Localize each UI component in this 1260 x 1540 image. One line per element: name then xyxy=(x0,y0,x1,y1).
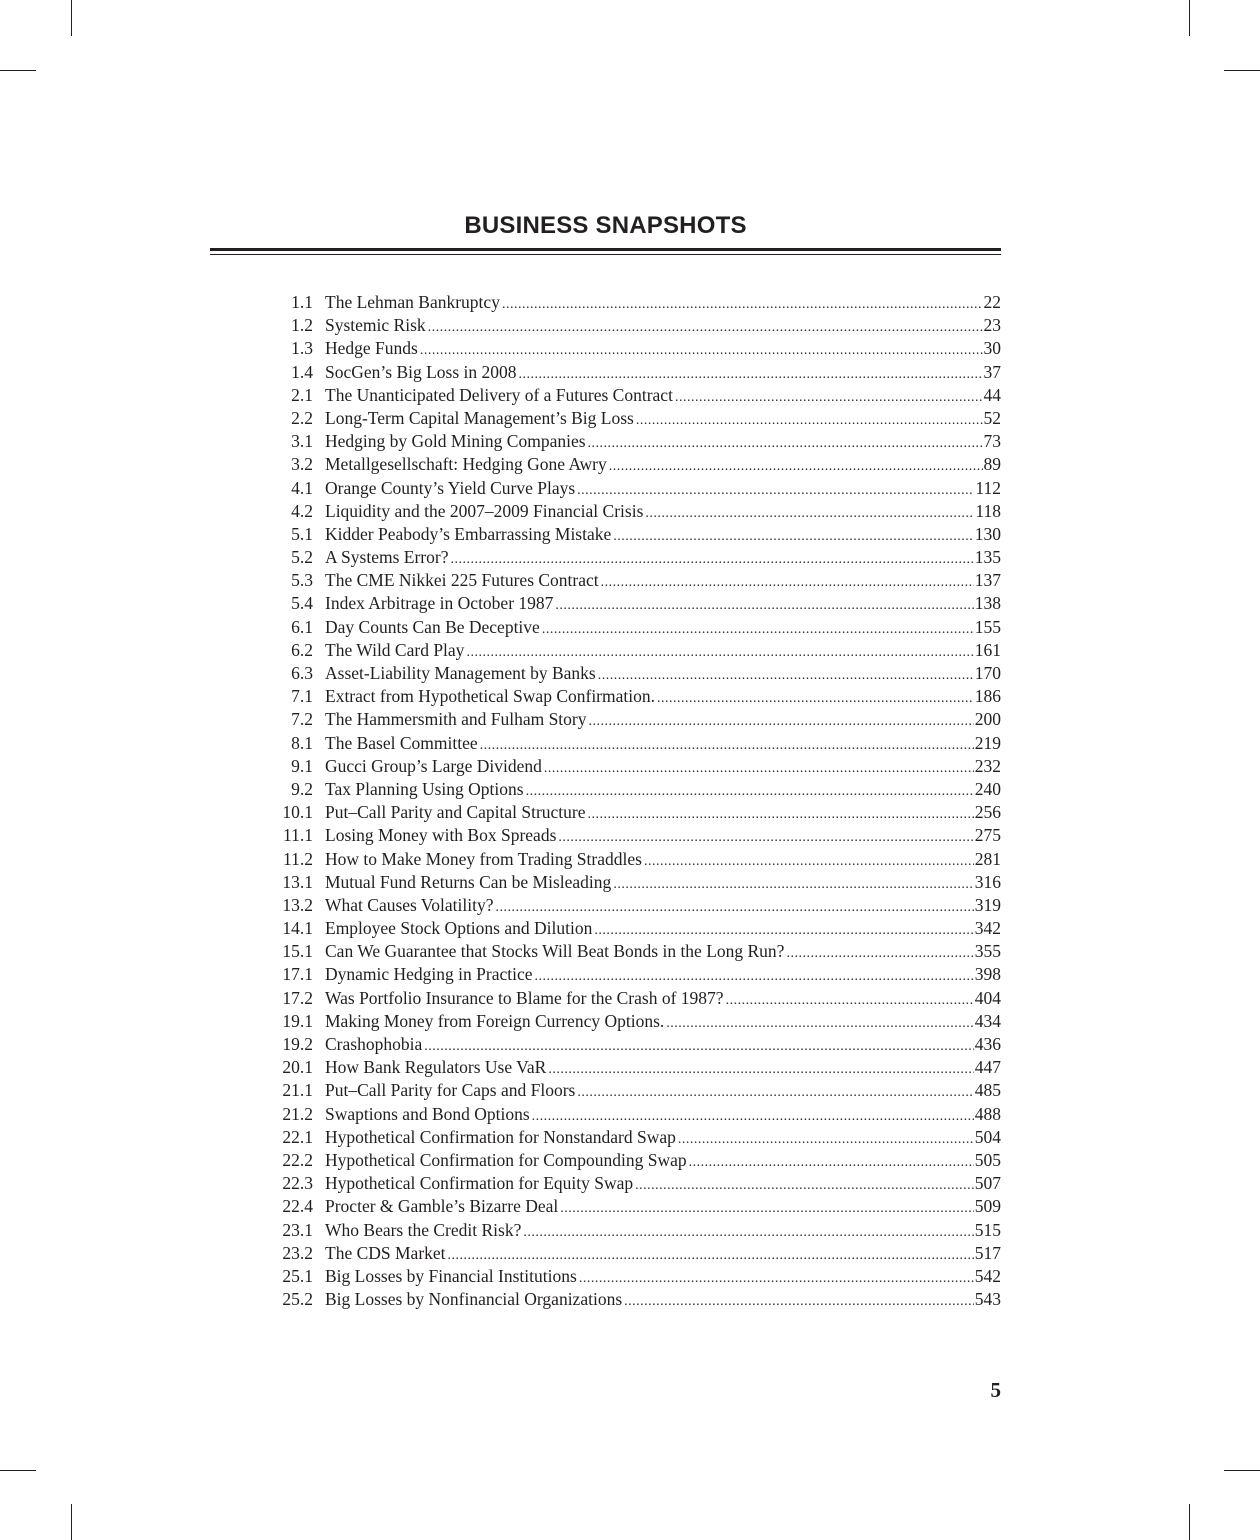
crop-mark xyxy=(71,1504,72,1540)
entry-page: 23 xyxy=(983,315,1001,336)
entry-number: 23.2 xyxy=(282,1242,313,1263)
entry-number: 2.2 xyxy=(291,407,313,428)
entry-page: 355 xyxy=(974,941,1001,962)
entry-title: Big Losses by Financial Institutions xyxy=(325,1265,577,1286)
dot-leader xyxy=(588,803,974,826)
entry-title: Who Bears the Credit Risk? xyxy=(325,1219,522,1240)
entry-title: Kidder Peabody’s Embarrassing Mistake xyxy=(325,523,612,544)
entry-number: 6.3 xyxy=(291,663,313,683)
entry-title: What Causes Volatility? xyxy=(325,894,494,915)
entry-page: 22 xyxy=(983,292,1001,312)
list-item xyxy=(270,477,1001,500)
entry-number: 1.2 xyxy=(291,315,313,336)
entry-title: Day Counts Can Be Deceptive xyxy=(325,616,540,637)
list-item xyxy=(270,732,1001,755)
entry-number: 20.1 xyxy=(282,1057,313,1078)
entry-page: 436 xyxy=(974,1034,1001,1054)
dot-leader xyxy=(577,479,974,502)
list-item xyxy=(270,1010,1001,1033)
entry-page: 232 xyxy=(974,755,1001,776)
entry-page: 240 xyxy=(974,778,1001,799)
dot-leader xyxy=(535,965,974,988)
entry-page: 170 xyxy=(974,663,1001,683)
list-item xyxy=(270,824,1001,847)
dot-leader xyxy=(496,896,974,919)
list-item xyxy=(270,778,1001,801)
entry-page: 509 xyxy=(974,1196,1001,1217)
list-item xyxy=(270,639,1001,662)
list-item xyxy=(270,291,1001,314)
entry-title: Put–Call Parity for Caps and Floors xyxy=(325,1080,576,1101)
entry-title: Dynamic Hedging in Practice xyxy=(325,964,533,985)
list-item xyxy=(270,1103,1001,1126)
snapshot-list xyxy=(270,291,1001,1311)
list-item xyxy=(270,708,1001,731)
entry-page: 155 xyxy=(974,616,1001,637)
entry-title: Index Arbitrage in October 1987 xyxy=(325,593,554,614)
crop-mark xyxy=(71,0,72,36)
entry-number: 11.1 xyxy=(283,825,313,846)
entry-number: 2.1 xyxy=(291,384,313,405)
entry-number: 5.2 xyxy=(291,547,313,568)
dot-leader xyxy=(555,594,973,617)
entry-page: 485 xyxy=(974,1080,1001,1101)
entry-page: 515 xyxy=(974,1219,1001,1240)
list-item xyxy=(270,755,1001,778)
dot-leader xyxy=(675,386,983,409)
entry-title: Tax Planning Using Options xyxy=(325,778,524,799)
list-item xyxy=(270,917,1001,940)
list-item xyxy=(270,453,1001,476)
title-rule-thick xyxy=(210,248,1001,251)
entry-number: 13.2 xyxy=(282,894,313,915)
entry-title: Big Losses by Nonfinancial Organizations xyxy=(325,1289,623,1310)
list-item xyxy=(270,894,1001,917)
entry-title: The CME Nikkei 225 Futures Contract xyxy=(325,570,599,591)
entry-number: 14.1 xyxy=(282,918,313,939)
list-item xyxy=(270,685,1001,708)
entry-page: 398 xyxy=(974,964,1001,985)
list-item xyxy=(270,384,1001,407)
entry-number: 8.1 xyxy=(291,732,313,753)
entry-title: Long-Term Capital Management’s Big Loss xyxy=(325,407,634,428)
list-item xyxy=(270,1056,1001,1079)
dot-leader xyxy=(601,571,974,594)
entry-title: The CDS Market xyxy=(325,1242,446,1263)
dot-leader xyxy=(598,664,974,687)
entry-page: 37 xyxy=(983,361,1001,382)
entry-title: SocGen’s Big Loss in 2008 xyxy=(325,361,517,382)
entry-number: 6.2 xyxy=(291,639,313,660)
entry-number: 9.1 xyxy=(291,755,313,776)
list-item xyxy=(270,940,1001,963)
entry-title: A Systems Error? xyxy=(325,547,449,568)
entry-page: 73 xyxy=(983,431,1001,452)
list-item xyxy=(270,1079,1001,1102)
dot-leader xyxy=(635,1174,974,1197)
entry-number: 4.2 xyxy=(291,500,313,521)
dot-leader xyxy=(448,1244,974,1267)
entry-number: 5.4 xyxy=(291,593,313,614)
dot-leader xyxy=(544,757,974,780)
list-item xyxy=(270,1126,1001,1149)
entry-title: Procter & Gamble’s Bizarre Deal xyxy=(325,1196,559,1217)
crop-mark xyxy=(1224,70,1260,71)
page-number: 5 xyxy=(990,1378,1001,1402)
entry-number: 19.1 xyxy=(282,1010,313,1031)
entry-title: Gucci Group’s Large Dividend xyxy=(325,755,542,776)
entry-number: 21.1 xyxy=(282,1080,313,1101)
entry-number: 7.1 xyxy=(291,686,313,707)
list-item xyxy=(270,871,1001,894)
list-item xyxy=(270,1149,1001,1172)
entry-number: 11.2 xyxy=(283,848,313,869)
entry-page: 447 xyxy=(974,1057,1001,1078)
entry-page: 507 xyxy=(974,1173,1001,1194)
entry-page: 543 xyxy=(974,1289,1001,1310)
entry-title: Systemic Risk xyxy=(325,315,426,336)
entry-page: 504 xyxy=(974,1126,1001,1147)
entry-number: 22.1 xyxy=(282,1126,313,1147)
entry-page: 219 xyxy=(974,732,1001,753)
dot-leader xyxy=(624,1290,974,1313)
dot-leader xyxy=(726,989,974,1012)
entry-page: 137 xyxy=(974,570,1001,591)
list-item xyxy=(270,1219,1001,1242)
entry-page: 275 xyxy=(974,825,1001,846)
dot-leader xyxy=(588,432,983,455)
list-item xyxy=(270,337,1001,360)
entry-number: 25.1 xyxy=(282,1265,313,1286)
title-rule-thin xyxy=(210,254,1001,255)
entry-title: Metallgesellschaft: Hedging Gone Awry xyxy=(325,454,607,475)
entry-page: 89 xyxy=(983,454,1001,475)
entry-number: 9.2 xyxy=(291,778,313,799)
entry-title: Crashophobia xyxy=(325,1034,423,1054)
entry-title: Swaptions and Bond Options xyxy=(325,1103,530,1124)
entry-number: 13.1 xyxy=(282,871,313,892)
entry-title: How to Make Money from Trading Straddles xyxy=(325,848,642,869)
dot-leader xyxy=(519,363,983,386)
entry-page: 434 xyxy=(974,1010,1001,1031)
entry-title: The Lehman Bankruptcy xyxy=(325,292,500,312)
entry-number: 22.4 xyxy=(282,1196,313,1217)
entry-number: 1.3 xyxy=(291,338,313,359)
entry-page: 542 xyxy=(974,1265,1001,1286)
entry-title: Hedge Funds xyxy=(325,338,418,359)
list-item xyxy=(270,569,1001,592)
list-item xyxy=(270,546,1001,569)
dot-leader xyxy=(560,1197,974,1220)
list-item xyxy=(270,314,1001,337)
list-item xyxy=(270,361,1001,384)
entry-number: 15.1 xyxy=(282,941,313,962)
entry-page: 488 xyxy=(974,1103,1001,1124)
list-item xyxy=(270,1242,1001,1265)
entry-number: 22.3 xyxy=(282,1173,313,1194)
list-item xyxy=(270,500,1001,523)
entry-number: 17.1 xyxy=(282,964,313,985)
entry-title: The Hammersmith and Fulham Story xyxy=(325,709,587,730)
entry-title: The Unanticipated Delivery of a Futures Contract xyxy=(325,384,673,405)
entry-title: Mutual Fund Returns Can be Misleading xyxy=(325,871,612,892)
entry-page: 161 xyxy=(974,639,1001,660)
entry-page: 256 xyxy=(974,802,1001,823)
dot-leader xyxy=(526,780,974,803)
entry-title: Orange County’s Yield Curve Plays xyxy=(325,477,576,498)
crop-mark xyxy=(0,70,36,71)
dot-leader xyxy=(645,502,974,525)
dot-leader xyxy=(420,339,983,362)
entry-page: 138 xyxy=(974,593,1001,614)
entry-number: 7.2 xyxy=(291,709,313,730)
entry-title: How Bank Regulators Use VaR xyxy=(325,1057,547,1078)
entry-page: 281 xyxy=(974,848,1001,869)
dot-leader xyxy=(589,710,974,733)
entry-page: 319 xyxy=(974,894,1001,915)
dot-leader xyxy=(644,850,974,873)
entry-page: 505 xyxy=(974,1149,1001,1170)
dot-leader xyxy=(609,455,983,478)
entry-title: Extract from Hypothetical Swap Confirmation. xyxy=(325,686,655,707)
dot-leader xyxy=(542,618,974,641)
entry-title: Hedging by Gold Mining Companies xyxy=(325,431,586,452)
entry-page: 135 xyxy=(974,547,1001,568)
entry-number: 3.1 xyxy=(291,431,313,452)
crop-mark xyxy=(1224,1470,1260,1471)
entry-number: 22.2 xyxy=(282,1149,313,1170)
list-item xyxy=(270,1288,1001,1311)
entry-page: 52 xyxy=(983,407,1001,428)
dot-leader xyxy=(428,316,983,339)
list-item xyxy=(270,801,1001,824)
entry-number: 1.1 xyxy=(291,292,313,312)
entry-number: 4.1 xyxy=(291,477,313,498)
list-item xyxy=(270,1172,1001,1195)
entry-number: 5.3 xyxy=(291,570,313,591)
dot-leader xyxy=(613,525,973,548)
entry-page: 517 xyxy=(974,1242,1001,1263)
entry-number: 5.1 xyxy=(291,523,313,544)
dot-leader xyxy=(636,409,983,432)
dot-leader xyxy=(786,942,973,965)
entry-title: Asset-Liability Management by Banks xyxy=(325,663,596,683)
dot-leader xyxy=(502,293,983,316)
entry-number: 3.2 xyxy=(291,454,313,475)
dot-leader xyxy=(657,687,974,710)
dot-leader xyxy=(424,1035,974,1058)
list-item xyxy=(270,407,1001,430)
crop-mark xyxy=(1189,1504,1190,1540)
dot-leader xyxy=(689,1151,974,1174)
dot-leader xyxy=(594,919,973,942)
entry-number: 25.2 xyxy=(282,1289,313,1310)
entry-number: 10.1 xyxy=(282,802,313,823)
list-item xyxy=(270,987,1001,1010)
list-item xyxy=(270,616,1001,639)
dot-leader xyxy=(548,1058,973,1081)
entry-title: Liquidity and the 2007–2009 Financial Crisis xyxy=(325,500,644,521)
entry-page: 316 xyxy=(974,871,1001,892)
dot-leader xyxy=(579,1267,974,1290)
entry-page: 112 xyxy=(975,477,1001,498)
dot-leader xyxy=(532,1105,974,1128)
list-item xyxy=(270,523,1001,546)
entry-number: 17.2 xyxy=(282,987,313,1008)
entry-title: Can We Guarantee that Stocks Will Beat Bonds in the Long Run? xyxy=(325,941,785,962)
entry-page: 118 xyxy=(975,500,1001,521)
entry-page: 130 xyxy=(974,523,1001,544)
entry-title: Hypothetical Confirmation for Equity Swap xyxy=(325,1173,634,1194)
entry-page: 30 xyxy=(983,338,1001,359)
dot-leader xyxy=(480,734,974,757)
list-item xyxy=(270,1033,1001,1056)
dot-leader xyxy=(666,1012,973,1035)
dot-leader xyxy=(613,873,973,896)
entry-title: The Wild Card Play xyxy=(325,639,465,660)
entry-number: 1.4 xyxy=(291,361,313,382)
entry-title: Put–Call Parity and Capital Structure xyxy=(325,802,586,823)
dot-leader xyxy=(678,1128,974,1151)
list-item xyxy=(270,662,1001,685)
list-item xyxy=(270,1195,1001,1218)
entry-number: 19.2 xyxy=(282,1034,313,1054)
entry-page: 404 xyxy=(974,987,1001,1008)
crop-mark xyxy=(0,1470,36,1471)
page-title: BUSINESS SNAPSHOTS xyxy=(464,212,747,239)
entry-title: The Basel Committee xyxy=(325,732,478,753)
entry-page: 342 xyxy=(974,918,1001,939)
entry-number: 6.1 xyxy=(291,616,313,637)
entry-page: 44 xyxy=(983,384,1001,405)
dot-leader xyxy=(450,548,973,571)
list-item xyxy=(270,848,1001,871)
entry-page: 186 xyxy=(974,686,1001,707)
entry-title: Hypothetical Confirmation for Nonstandard Swap xyxy=(325,1126,676,1147)
list-item xyxy=(270,963,1001,986)
entry-title: Employee Stock Options and Dilution xyxy=(325,918,593,939)
list-item xyxy=(270,592,1001,615)
entry-page: 200 xyxy=(974,709,1001,730)
entry-number: 21.2 xyxy=(282,1103,313,1124)
dot-leader xyxy=(523,1221,973,1244)
crop-mark xyxy=(1189,0,1190,36)
entry-title: Was Portfolio Insurance to Blame for the Crash of 1987? xyxy=(325,987,724,1008)
entry-title: Hypothetical Confirmation for Compounding Swap xyxy=(325,1149,687,1170)
dot-leader xyxy=(577,1081,973,1104)
dot-leader xyxy=(558,826,973,849)
entry-title: Making Money from Foreign Currency Options. xyxy=(325,1010,665,1031)
dot-leader xyxy=(466,641,973,664)
list-item xyxy=(270,430,1001,453)
entry-title: Losing Money with Box Spreads xyxy=(325,825,557,846)
list-item xyxy=(270,1265,1001,1288)
entry-number: 23.1 xyxy=(282,1219,313,1240)
